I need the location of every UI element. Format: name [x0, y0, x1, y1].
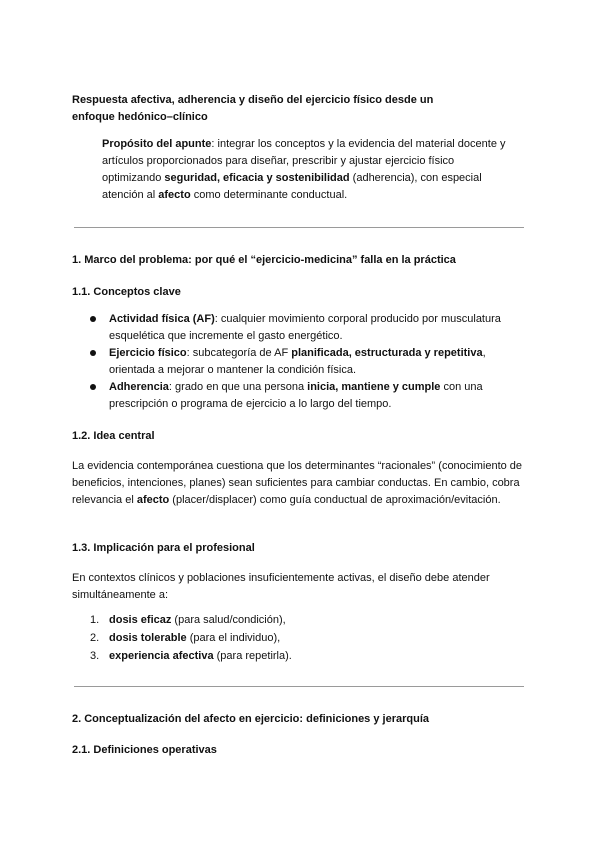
concept-emphasis: planificada, estructurada y repetitiva	[291, 347, 483, 359]
concept-term: Ejercicio físico	[109, 347, 187, 359]
section-1-2-heading: 1.2. Idea central	[72, 430, 155, 442]
document-title: Respuesta afectiva, adherencia y diseño del ejercicio físico desde un enfoque hedónico–clínico	[72, 94, 434, 123]
purpose-paragraph	[102, 136, 512, 204]
dose-list	[90, 612, 520, 666]
concept-emphasis: inicia, mantiene y cumple	[307, 381, 441, 393]
concept-text: , orientada a mejorar o mantener la condición física.	[109, 347, 486, 376]
section-2-1-heading: 2.1. Definiciones operativas	[72, 744, 217, 756]
item-bold: experiencia afectiva	[109, 650, 214, 662]
purpose-text-2: (adherencia), con especial atención al	[102, 172, 482, 201]
concept-term: Actividad física (AF)	[109, 313, 215, 325]
item-number: 2.	[90, 632, 100, 644]
central-idea-paragraph	[72, 458, 532, 509]
divider	[74, 227, 524, 228]
central-idea-text-2: (placer/displacer) como guía conductual de aproximación/evitación.	[169, 494, 501, 506]
concept-term: Adherencia	[109, 381, 169, 393]
list-item	[90, 630, 520, 648]
item-number: 3.	[90, 650, 100, 662]
list-item	[90, 648, 520, 666]
bullet-icon	[90, 384, 96, 390]
bullet-icon	[90, 350, 96, 356]
item-text: (para el individuo),	[186, 632, 281, 644]
purpose-emphasis-2: afecto	[158, 189, 191, 201]
item-text: (para salud/condición),	[171, 614, 286, 626]
section-1-heading: 1. Marco del problema: por qué el “ejercicio-medicina” falla en la práctica	[72, 254, 456, 266]
list-item	[90, 345, 532, 379]
purpose-emphasis-1: seguridad, eficacia y sostenibilidad	[164, 172, 350, 184]
list-item	[90, 311, 532, 345]
item-number: 1.	[90, 614, 100, 626]
purpose-text-1: : integrar los conceptos y la evidencia del material docente y artículos proporcionados para diseñar, prescribir y ajustar ejercicio físico optimizando	[102, 138, 506, 184]
section-1-3-heading: 1.3. Implicación para el profesional	[72, 542, 255, 554]
concept-text: : cualquier movimiento corporal producido por musculatura esquelética que incremente el gasto energético.	[109, 313, 501, 342]
concept-text: : grado en que una persona	[168, 381, 308, 393]
bullet-icon	[90, 316, 96, 322]
concept-text: : subcategoría de AF	[186, 347, 292, 359]
central-idea-text-1: La evidencia contemporánea cuestiona que los determinantes “racionales” (conocimiento de beneficios, intenciones, planes) sean suficientes para cambiar conductas. En cambio, cobra relevancia el	[72, 460, 523, 506]
implication-paragraph: En contextos clínicos y poblaciones insuficientemente activas, el diseño debe atender simultáneamente a:	[72, 572, 490, 601]
concept-text: con una prescripción o programa de ejercicio a lo largo del tiempo.	[109, 381, 483, 410]
section-1-1-heading: 1.1. Conceptos clave	[72, 286, 181, 298]
central-idea-emphasis: afecto	[136, 494, 170, 506]
item-text: (para repetirla).	[213, 650, 292, 662]
purpose-label: Propósito del apunte	[102, 138, 212, 150]
key-concepts-list	[90, 311, 532, 413]
divider	[74, 686, 524, 687]
list-item	[90, 612, 520, 630]
item-bold: dosis tolerable	[109, 632, 187, 644]
item-bold: dosis eficaz	[109, 614, 172, 626]
purpose-text-3: como determinante conductual.	[190, 189, 348, 201]
section-2-heading: 2. Conceptualización del afecto en ejercicio: definiciones y jerarquía	[72, 713, 429, 725]
list-item	[90, 379, 532, 413]
